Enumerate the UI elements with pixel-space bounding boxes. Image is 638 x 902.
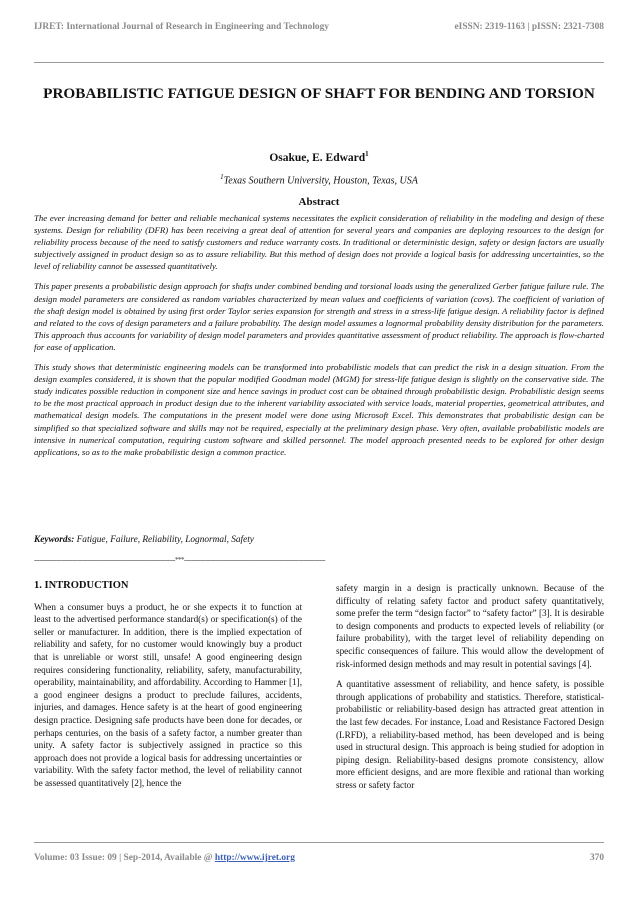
keywords-text: Fatigue, Failure, Reliability, Lognormal, Safety bbox=[76, 535, 254, 545]
abstract-paragraph: The ever increasing demand for better and reliable mechanical systems necessitates the explicit consideration of reliability in the modeling and design of these systems. Design for reliability (DFR) has been receiving a great deal of attention for several years and companies are deploying resources to the design for reliability process because of the need to satisfy customers and reduce warranty costs. In traditional or deterministic design, safety or design factors are usually subjectively assigned in product design so as to assure reliability. But this method of design does not provide a logical basis for addressing uncertainties, so the level of reliability cannot be assessed quantitatively. bbox=[34, 213, 604, 272]
page-number: 370 bbox=[589, 853, 604, 863]
keywords-label: Keywords: bbox=[34, 535, 75, 545]
affiliation: Texas Southern University, Houston, Texas, USA bbox=[223, 175, 418, 187]
footer-volume-info bbox=[34, 853, 295, 863]
running-footer bbox=[34, 853, 604, 863]
body-paragraph: safety margin in a design is practically unknown. Because of the difficulty of relating safety factor and product safety quantitatively, some prefer the term “design factor” to “safety factor” [3]. It is desirable to design components and products to expected levels of reliability (or failure probability), with the target level of reliability depending on specific consequences of failure. This would allow the development of risk-informed design methods and may result in potential savings [4]. bbox=[336, 583, 604, 669]
section-heading-introduction: 1. INTRODUCTION bbox=[34, 580, 129, 591]
left-column bbox=[34, 580, 302, 798]
abstract-paragraph: This paper presents a probabilistic design approach for shafts under combined bending and torsional loads using the generalized Gerber fatigue failure rule. The design model parameters are considered as random variables characterized by mean values and coefficients of variation (covs). The coefficient of variation of the shaft design model is obtained by using first order Taylor series expansion for strength and stress in a stress-life fatigue design. A reliability factor is defined and related to the covs of design parameters and a failure probability. The design model assumes a lognormal probability density distribution for the parameters. This approach thus accounts for variability of design model parameters and provides quantitative assessment of product reliability. The approach is flow-charted for ease of application. bbox=[34, 281, 604, 352]
body-paragraph: A quantitative assessment of reliability, and hence safety, is possible through applications of probability and statistics. Therefore, statistical-probabilistic or reliability-based design has attracted great attention in the last few decades. For instance, Load and Resistance Factored Design (LRFD), a reliability-based method, has been developed and is being used in structural design. This approach is being studied for adoption in piping design. Reliability-based designs promote consistency, allow more efficient designs, and are more flexible and rational than working stress or safety factor bbox=[336, 679, 604, 790]
abstract-body bbox=[34, 212, 604, 466]
keywords-line bbox=[34, 535, 604, 545]
paper-title: PROBABILISTIC FATIGUE DESIGN OF SHAFT FOR BENDING AND TORSION bbox=[43, 85, 595, 102]
journal-website-link[interactable]: http://www.ijret.org bbox=[214, 853, 295, 863]
author-name: Osakue, E. Edward bbox=[269, 151, 366, 164]
footer-volume-text: Volume: 03 Issue: 09 | Sep-2014, Available @ bbox=[34, 853, 215, 863]
author-line bbox=[34, 150, 604, 164]
abstract-paragraph: This study shows that deterministic engineering models can be transformed into probabilistic models that can predict the risk in a design situation. From the design examples considered, it is shown that the popular modified Goodman model (MGM) for stress-life fatigue design is slightly on the conservative side. The study indicates possible reduction in component size and hence savings in product cost can be obtained through probabilistic design. Probabilistic design seems to be the most practical approach in product design due to the inherent variability associated with service loads, material properties, geometrical attributes, and mathematical design models. The computations in the present model were done using Microsoft Excel. This demonstrates that probabilistic design can be simplified so that specialized software and skills may not be required, especially at the preliminary design phase. Very often, available probabilistic models are intensive in numerical computation, requiring custom software and skilled personnel. The model approach presented needs to be explored for other design applications, so as to the make probabilistic design a common practice. bbox=[34, 362, 604, 457]
affiliation-line bbox=[34, 173, 604, 186]
running-header bbox=[34, 22, 604, 32]
right-column bbox=[336, 582, 604, 800]
footer-rule bbox=[34, 842, 604, 843]
abstract-heading: Abstract bbox=[298, 196, 340, 208]
header-rule bbox=[34, 62, 604, 63]
affiliation-superscript: 1 bbox=[220, 173, 224, 181]
section-separator: -----------------------------------------------------------------------------***----------------------------------------------------------------------------- bbox=[34, 556, 325, 564]
journal-name: IJRET: International Journal of Research in Engineering and Technology bbox=[34, 22, 329, 32]
author-superscript: 1 bbox=[365, 150, 369, 158]
body-paragraph: When a consumer buys a product, he or she expects it to function at least to the advertised performance standard(s) or specification(s) of the seller or manufacturer. In addition, there is the implied expectation of reliability and safety, for no customer would knowingly buy a product that is unreliable or worst still, unsafe! A good engineering design requires considering functionality, reliability, safety, manufacturability, operability, maintainability, and affordability. According to Hammer [1], a good engineer designs a product to preclude failures, accidents, injuries, and damages. Hence safety is at the heart of good engineering design practice. Designing safe products have been done for decades, or perhaps centuries, on the basis of a safety factor, a number greater than unity. A safety factor is subjectively assigned in practice so this approach does not provide a logical basis for addressing uncertainties or variability. With the safety factor method, the level of reliability cannot be assessed quantitatively [2], hence the bbox=[34, 601, 302, 788]
issn-info: eISSN: 2319-1163 | pISSN: 2321-7308 bbox=[454, 22, 604, 32]
